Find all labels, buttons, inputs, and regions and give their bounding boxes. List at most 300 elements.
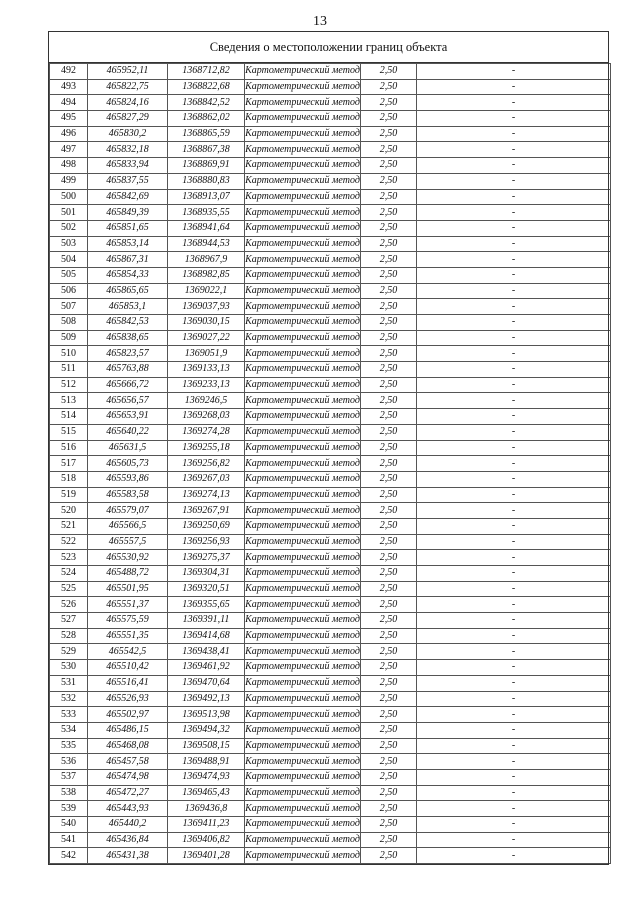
y-coordinate-cell: 1369030,15	[168, 315, 245, 331]
accuracy-cell: 2,50	[361, 267, 417, 283]
accuracy-cell: 2,50	[361, 628, 417, 644]
y-coordinate-cell: 1369233,13	[168, 377, 245, 393]
accuracy-cell: 2,50	[361, 848, 417, 864]
table-row	[50, 801, 611, 817]
y-coordinate-cell: 1369492,13	[168, 691, 245, 707]
note-cell: -	[417, 722, 611, 738]
x-coordinate-cell: 465867,31	[88, 252, 168, 268]
y-coordinate-cell: 1369436,8	[168, 801, 245, 817]
table-row	[50, 79, 611, 95]
method-cell: Картометрический метод	[245, 707, 361, 723]
note-cell: -	[417, 440, 611, 456]
x-coordinate-cell: 465849,39	[88, 205, 168, 221]
point-number-cell: 529	[50, 644, 88, 660]
method-cell: Картометрический метод	[245, 362, 361, 378]
note-cell: -	[417, 456, 611, 472]
note-cell: -	[417, 424, 611, 440]
accuracy-cell: 2,50	[361, 707, 417, 723]
accuracy-cell: 2,50	[361, 785, 417, 801]
note-cell: -	[417, 628, 611, 644]
method-cell: Картометрический метод	[245, 801, 361, 817]
y-coordinate-cell: 1369461,92	[168, 660, 245, 676]
table-row	[50, 393, 611, 409]
note-cell: -	[417, 205, 611, 221]
point-number-cell: 498	[50, 158, 88, 174]
note-cell: -	[417, 377, 611, 393]
y-coordinate-cell: 1369246,5	[168, 393, 245, 409]
accuracy-cell: 2,50	[361, 471, 417, 487]
accuracy-cell: 2,50	[361, 660, 417, 676]
x-coordinate-cell: 465566,5	[88, 518, 168, 534]
table-row	[50, 691, 611, 707]
table-row	[50, 205, 611, 221]
table-row	[50, 283, 611, 299]
accuracy-cell: 2,50	[361, 769, 417, 785]
x-coordinate-cell: 465583,58	[88, 487, 168, 503]
table-row	[50, 95, 611, 111]
y-coordinate-cell: 1369275,37	[168, 550, 245, 566]
method-cell: Картометрический метод	[245, 597, 361, 613]
accuracy-cell: 2,50	[361, 126, 417, 142]
method-cell: Картометрический метод	[245, 330, 361, 346]
method-cell: Картометрический метод	[245, 393, 361, 409]
y-coordinate-cell: 1369250,69	[168, 518, 245, 534]
x-coordinate-cell: 465526,93	[88, 691, 168, 707]
table-row	[50, 377, 611, 393]
y-coordinate-cell: 1369465,43	[168, 785, 245, 801]
table-row	[50, 471, 611, 487]
point-number-cell: 496	[50, 126, 88, 142]
y-coordinate-cell: 1369133,13	[168, 362, 245, 378]
method-cell: Картометрический метод	[245, 236, 361, 252]
point-number-cell: 500	[50, 189, 88, 205]
y-coordinate-cell: 1369037,93	[168, 299, 245, 315]
accuracy-cell: 2,50	[361, 283, 417, 299]
point-number-cell: 503	[50, 236, 88, 252]
accuracy-cell: 2,50	[361, 817, 417, 833]
table-row	[50, 173, 611, 189]
note-cell: -	[417, 315, 611, 331]
x-coordinate-cell: 465551,35	[88, 628, 168, 644]
method-cell: Картометрический метод	[245, 252, 361, 268]
x-coordinate-cell: 465579,07	[88, 503, 168, 519]
note-cell: -	[417, 267, 611, 283]
note-cell: -	[417, 566, 611, 582]
method-cell: Картометрический метод	[245, 613, 361, 629]
note-cell: -	[417, 299, 611, 315]
note-cell: -	[417, 817, 611, 833]
table-row	[50, 675, 611, 691]
table-row	[50, 158, 611, 174]
accuracy-cell: 2,50	[361, 581, 417, 597]
accuracy-cell: 2,50	[361, 503, 417, 519]
accuracy-cell: 2,50	[361, 691, 417, 707]
point-number-cell: 536	[50, 754, 88, 770]
y-coordinate-cell: 1369320,51	[168, 581, 245, 597]
point-number-cell: 507	[50, 299, 88, 315]
note-cell: -	[417, 707, 611, 723]
table-row	[50, 111, 611, 127]
y-coordinate-cell: 1369027,22	[168, 330, 245, 346]
method-cell: Картометрический метод	[245, 817, 361, 833]
table-row	[50, 299, 611, 315]
accuracy-cell: 2,50	[361, 252, 417, 268]
x-coordinate-cell: 465457,58	[88, 754, 168, 770]
point-number-cell: 534	[50, 722, 88, 738]
y-coordinate-cell: 1368869,91	[168, 158, 245, 174]
point-number-cell: 513	[50, 393, 88, 409]
method-cell: Картометрический метод	[245, 299, 361, 315]
x-coordinate-cell: 465516,41	[88, 675, 168, 691]
note-cell: -	[417, 111, 611, 127]
accuracy-cell: 2,50	[361, 566, 417, 582]
point-number-cell: 509	[50, 330, 88, 346]
note-cell: -	[417, 95, 611, 111]
table-row	[50, 660, 611, 676]
point-number-cell: 540	[50, 817, 88, 833]
y-coordinate-cell: 1369355,65	[168, 597, 245, 613]
y-coordinate-cell: 1368941,64	[168, 220, 245, 236]
note-cell: -	[417, 691, 611, 707]
note-cell: -	[417, 252, 611, 268]
y-coordinate-cell: 1368880,83	[168, 173, 245, 189]
x-coordinate-cell: 465838,65	[88, 330, 168, 346]
table-row	[50, 769, 611, 785]
y-coordinate-cell: 1369474,93	[168, 769, 245, 785]
x-coordinate-cell: 465842,69	[88, 189, 168, 205]
method-cell: Картометрический метод	[245, 848, 361, 864]
accuracy-cell: 2,50	[361, 832, 417, 848]
y-coordinate-cell: 1368842,52	[168, 95, 245, 111]
method-cell: Картометрический метод	[245, 220, 361, 236]
x-coordinate-cell: 465823,57	[88, 346, 168, 362]
point-number-cell: 516	[50, 440, 88, 456]
method-cell: Картометрический метод	[245, 832, 361, 848]
note-cell: -	[417, 738, 611, 754]
y-coordinate-cell: 1368913,07	[168, 189, 245, 205]
x-coordinate-cell: 465605,73	[88, 456, 168, 472]
point-number-cell: 524	[50, 566, 88, 582]
method-cell: Картометрический метод	[245, 283, 361, 299]
y-coordinate-cell: 1369508,15	[168, 738, 245, 754]
note-cell: -	[417, 158, 611, 174]
accuracy-cell: 2,50	[361, 393, 417, 409]
y-coordinate-cell: 1369406,82	[168, 832, 245, 848]
method-cell: Картометрический метод	[245, 503, 361, 519]
note-cell: -	[417, 173, 611, 189]
x-coordinate-cell: 465501,95	[88, 581, 168, 597]
point-number-cell: 514	[50, 409, 88, 425]
x-coordinate-cell: 465824,16	[88, 95, 168, 111]
table-row	[50, 644, 611, 660]
x-coordinate-cell: 465593,86	[88, 471, 168, 487]
coordinates-grid	[49, 63, 611, 864]
note-cell: -	[417, 597, 611, 613]
method-cell: Картометрический метод	[245, 111, 361, 127]
y-coordinate-cell: 1369470,64	[168, 675, 245, 691]
table-row	[50, 628, 611, 644]
x-coordinate-cell: 465865,65	[88, 283, 168, 299]
point-number-cell: 533	[50, 707, 88, 723]
note-cell: -	[417, 613, 611, 629]
y-coordinate-cell: 1369022,1	[168, 283, 245, 299]
table-row	[50, 832, 611, 848]
point-number-cell: 495	[50, 111, 88, 127]
point-number-cell: 532	[50, 691, 88, 707]
y-coordinate-cell: 1369391,11	[168, 613, 245, 629]
method-cell: Картометрический метод	[245, 628, 361, 644]
accuracy-cell: 2,50	[361, 362, 417, 378]
method-cell: Картометрический метод	[245, 471, 361, 487]
y-coordinate-cell: 1368967,9	[168, 252, 245, 268]
note-cell: -	[417, 769, 611, 785]
point-number-cell: 512	[50, 377, 88, 393]
x-coordinate-cell: 465833,94	[88, 158, 168, 174]
point-number-cell: 535	[50, 738, 88, 754]
table-row	[50, 64, 611, 80]
note-cell: -	[417, 362, 611, 378]
note-cell: -	[417, 79, 611, 95]
accuracy-cell: 2,50	[361, 205, 417, 221]
x-coordinate-cell: 465656,57	[88, 393, 168, 409]
table-row	[50, 738, 611, 754]
x-coordinate-cell: 465557,5	[88, 534, 168, 550]
y-coordinate-cell: 1369256,82	[168, 456, 245, 472]
accuracy-cell: 2,50	[361, 456, 417, 472]
y-coordinate-cell: 1369051,9	[168, 346, 245, 362]
y-coordinate-cell: 1368944,53	[168, 236, 245, 252]
table-row	[50, 189, 611, 205]
method-cell: Картометрический метод	[245, 409, 361, 425]
y-coordinate-cell: 1369274,13	[168, 487, 245, 503]
accuracy-cell: 2,50	[361, 487, 417, 503]
point-number-cell: 525	[50, 581, 88, 597]
point-number-cell: 526	[50, 597, 88, 613]
point-number-cell: 493	[50, 79, 88, 95]
table-row	[50, 362, 611, 378]
x-coordinate-cell: 465510,42	[88, 660, 168, 676]
table-row	[50, 424, 611, 440]
accuracy-cell: 2,50	[361, 158, 417, 174]
table-row	[50, 597, 611, 613]
y-coordinate-cell: 1369304,31	[168, 566, 245, 582]
accuracy-cell: 2,50	[361, 95, 417, 111]
y-coordinate-cell: 1368822,68	[168, 79, 245, 95]
point-number-cell: 515	[50, 424, 88, 440]
y-coordinate-cell: 1368982,85	[168, 267, 245, 283]
method-cell: Картометрический метод	[245, 769, 361, 785]
x-coordinate-cell: 465854,33	[88, 267, 168, 283]
x-coordinate-cell: 465436,84	[88, 832, 168, 848]
table-row	[50, 330, 611, 346]
accuracy-cell: 2,50	[361, 189, 417, 205]
method-cell: Картометрический метод	[245, 64, 361, 80]
x-coordinate-cell: 465837,55	[88, 173, 168, 189]
y-coordinate-cell: 1368867,38	[168, 142, 245, 158]
point-number-cell: 519	[50, 487, 88, 503]
y-coordinate-cell: 1368862,02	[168, 111, 245, 127]
table-row	[50, 581, 611, 597]
accuracy-cell: 2,50	[361, 597, 417, 613]
point-number-cell: 505	[50, 267, 88, 283]
x-coordinate-cell: 465431,38	[88, 848, 168, 864]
table-row	[50, 220, 611, 236]
table-row	[50, 722, 611, 738]
note-cell: -	[417, 534, 611, 550]
point-number-cell: 492	[50, 64, 88, 80]
method-cell: Картометрический метод	[245, 315, 361, 331]
x-coordinate-cell: 465853,1	[88, 299, 168, 315]
note-cell: -	[417, 785, 611, 801]
accuracy-cell: 2,50	[361, 754, 417, 770]
note-cell: -	[417, 675, 611, 691]
method-cell: Картометрический метод	[245, 550, 361, 566]
point-number-cell: 522	[50, 534, 88, 550]
accuracy-cell: 2,50	[361, 330, 417, 346]
x-coordinate-cell: 465474,98	[88, 769, 168, 785]
note-cell: -	[417, 754, 611, 770]
point-number-cell: 511	[50, 362, 88, 378]
x-coordinate-cell: 465631,5	[88, 440, 168, 456]
table-row	[50, 503, 611, 519]
method-cell: Картометрический метод	[245, 205, 361, 221]
table-row	[50, 566, 611, 582]
note-cell: -	[417, 832, 611, 848]
y-coordinate-cell: 1369513,98	[168, 707, 245, 723]
y-coordinate-cell: 1369488,91	[168, 754, 245, 770]
table-row	[50, 707, 611, 723]
method-cell: Картометрический метод	[245, 660, 361, 676]
note-cell: -	[417, 518, 611, 534]
y-coordinate-cell: 1369494,32	[168, 722, 245, 738]
note-cell: -	[417, 393, 611, 409]
table-row	[50, 440, 611, 456]
table-title: Сведения о местоположении границ объекта	[49, 32, 609, 63]
note-cell: -	[417, 848, 611, 864]
note-cell: -	[417, 126, 611, 142]
y-coordinate-cell: 1369256,93	[168, 534, 245, 550]
method-cell: Картометрический метод	[245, 424, 361, 440]
x-coordinate-cell: 465488,72	[88, 566, 168, 582]
accuracy-cell: 2,50	[361, 79, 417, 95]
note-cell: -	[417, 189, 611, 205]
method-cell: Картометрический метод	[245, 142, 361, 158]
accuracy-cell: 2,50	[361, 644, 417, 660]
x-coordinate-cell: 465440,2	[88, 817, 168, 833]
table-row	[50, 785, 611, 801]
table-row	[50, 267, 611, 283]
x-coordinate-cell: 465472,27	[88, 785, 168, 801]
table-row	[50, 487, 611, 503]
point-number-cell: 499	[50, 173, 88, 189]
accuracy-cell: 2,50	[361, 722, 417, 738]
point-number-cell: 506	[50, 283, 88, 299]
method-cell: Картометрический метод	[245, 267, 361, 283]
x-coordinate-cell: 465952,11	[88, 64, 168, 80]
x-coordinate-cell: 465853,14	[88, 236, 168, 252]
note-cell: -	[417, 550, 611, 566]
x-coordinate-cell: 465822,75	[88, 79, 168, 95]
x-coordinate-cell: 465575,59	[88, 613, 168, 629]
accuracy-cell: 2,50	[361, 142, 417, 158]
point-number-cell: 501	[50, 205, 88, 221]
method-cell: Картометрический метод	[245, 95, 361, 111]
accuracy-cell: 2,50	[361, 801, 417, 817]
accuracy-cell: 2,50	[361, 424, 417, 440]
method-cell: Картометрический метод	[245, 581, 361, 597]
method-cell: Картометрический метод	[245, 456, 361, 472]
note-cell: -	[417, 330, 611, 346]
note-cell: -	[417, 471, 611, 487]
boundary-table-frame	[48, 31, 609, 865]
page-number: 13	[313, 14, 327, 29]
x-coordinate-cell: 465832,18	[88, 142, 168, 158]
note-cell: -	[417, 64, 611, 80]
point-number-cell: 502	[50, 220, 88, 236]
method-cell: Картометрический метод	[245, 126, 361, 142]
note-cell: -	[417, 283, 611, 299]
y-coordinate-cell: 1368865,59	[168, 126, 245, 142]
y-coordinate-cell: 1369414,68	[168, 628, 245, 644]
y-coordinate-cell: 1369255,18	[168, 440, 245, 456]
point-number-cell: 537	[50, 769, 88, 785]
table-row	[50, 518, 611, 534]
y-coordinate-cell: 1369267,91	[168, 503, 245, 519]
method-cell: Картометрический метод	[245, 534, 361, 550]
note-cell: -	[417, 660, 611, 676]
point-number-cell: 523	[50, 550, 88, 566]
table-row	[50, 817, 611, 833]
method-cell: Картометрический метод	[245, 487, 361, 503]
accuracy-cell: 2,50	[361, 299, 417, 315]
table-row	[50, 754, 611, 770]
point-number-cell: 542	[50, 848, 88, 864]
point-number-cell: 497	[50, 142, 88, 158]
accuracy-cell: 2,50	[361, 64, 417, 80]
x-coordinate-cell: 465666,72	[88, 377, 168, 393]
point-number-cell: 494	[50, 95, 88, 111]
x-coordinate-cell: 465763,88	[88, 362, 168, 378]
accuracy-cell: 2,50	[361, 613, 417, 629]
method-cell: Картометрический метод	[245, 518, 361, 534]
table-row	[50, 346, 611, 362]
x-coordinate-cell: 465827,29	[88, 111, 168, 127]
table-row	[50, 409, 611, 425]
x-coordinate-cell: 465502,97	[88, 707, 168, 723]
point-number-cell: 521	[50, 518, 88, 534]
note-cell: -	[417, 581, 611, 597]
table-row	[50, 126, 611, 142]
x-coordinate-cell: 465830,2	[88, 126, 168, 142]
accuracy-cell: 2,50	[361, 675, 417, 691]
point-number-cell: 508	[50, 315, 88, 331]
table-body-cell	[49, 63, 609, 865]
accuracy-cell: 2,50	[361, 377, 417, 393]
table-row	[50, 236, 611, 252]
accuracy-cell: 2,50	[361, 534, 417, 550]
accuracy-cell: 2,50	[361, 346, 417, 362]
accuracy-cell: 2,50	[361, 220, 417, 236]
table-row	[50, 848, 611, 864]
method-cell: Картометрический метод	[245, 644, 361, 660]
accuracy-cell: 2,50	[361, 236, 417, 252]
y-coordinate-cell: 1369438,41	[168, 644, 245, 660]
point-number-cell: 528	[50, 628, 88, 644]
table-row	[50, 142, 611, 158]
x-coordinate-cell: 465542,5	[88, 644, 168, 660]
method-cell: Картометрический метод	[245, 675, 361, 691]
x-coordinate-cell: 465842,53	[88, 315, 168, 331]
